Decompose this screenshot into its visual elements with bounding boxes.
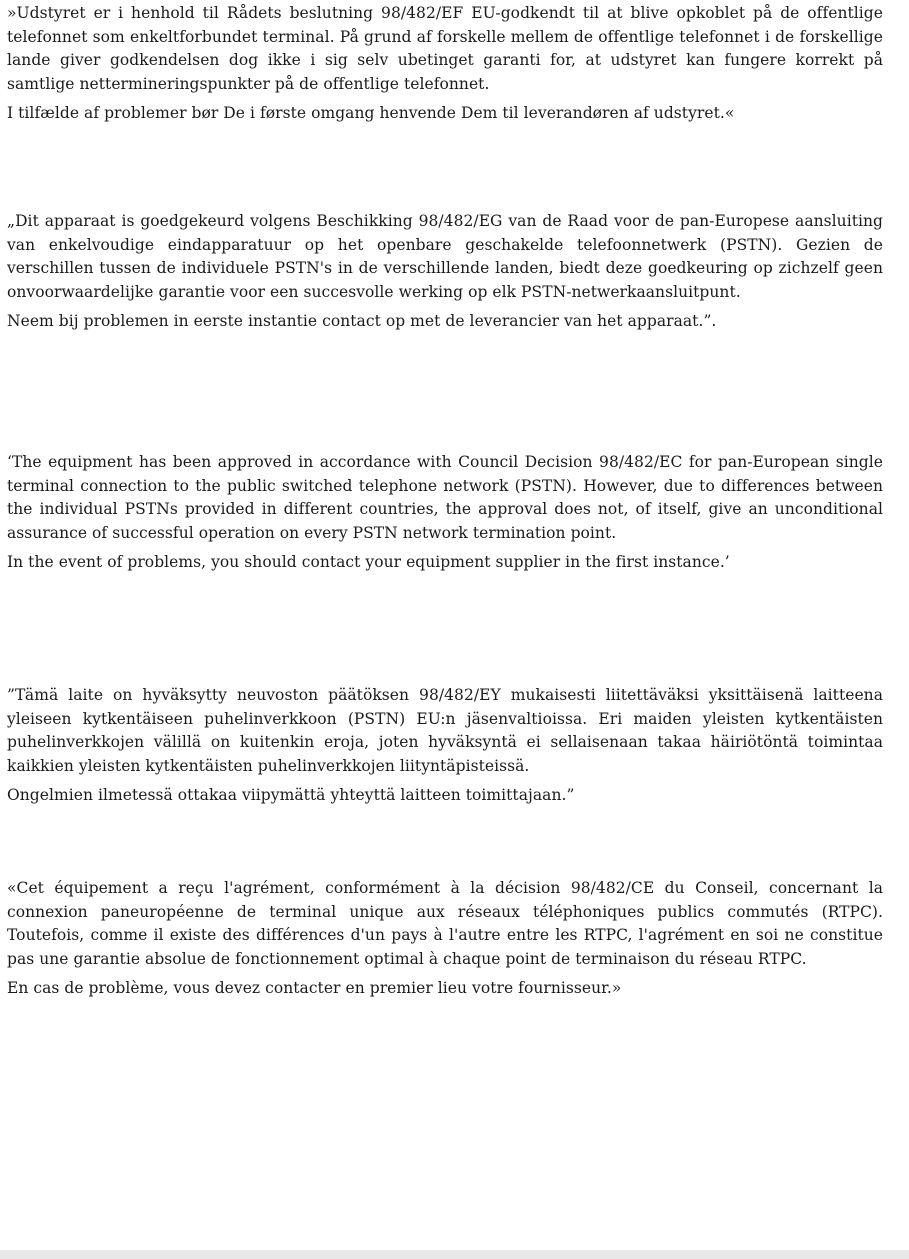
notice-french-paragraph-1: «Cet équipement a reçu l'agrément, conformément à la décision 98/482/CE du Conseil, concernant la connexion paneuropéenne de terminal unique aux réseaux téléphoniques publics commutés (RTPC). Toutefois, comme il existe des différences d'un pays à l'autre entre les RTPC, l'agrément en soi ne constitue pas une garantie absolue de fonctionnement optimal à chaque point de terminaison du réseau RTPC. [7,879,883,968]
notice-dutch-paragraph-1: „Dit apparaat is goedgekeurd volgens Beschikking 98/482/EG van de Raad voor de pan-Europese aansluiting van enkelvoudige eindapparatuur op het openbare geschakelde telefoonnetwerk (PSTN). Gezien de verschillen tussen de individuele PSTN's in de verschillende landen, biedt deze goedkeuring op zichzelf geen onvoorwaardelijke garantie voor een succesvolle werking op elk PSTN-netwerkaansluitpunt. [7,212,883,301]
notice-english-paragraph-2: In the event of problems, you should contact your equipment supplier in the first instance.’ [7,553,730,572]
notice-danish [7,2,883,126]
notice-french-paragraph-2: En cas de problème, vous devez contacter en premier lieu votre fournisseur.» [7,979,622,998]
notice-finnish-paragraph-2: Ongelmien ilmetessä ottakaa viipymättä yhteyttä laitteen toimittajaan.” [7,786,575,805]
notice-finnish-paragraph-1: ”Tämä laite on hyväksytty neuvoston päätöksen 98/482/EY mukaisesti liitettäväksi yksittäisenä laitteena yleiseen kytkentäiseen puhelinverkkoon (PSTN) EU:n jäsenvaltioissa. Eri maiden yleisten kytkentäisten puhelinverkkojen välillä on kuitenkin eroja, joten hyväksyntä ei sellaisenaan takaa häiriötöntä toimintaa kaikkien yleisten kytkentäisten puhelinverkkojen liityntäpisteissä. [7,686,883,775]
notice-danish-paragraph-2: I tilfælde af problemer bør De i første omgang henvende Dem til leverandøren af udstyret.« [7,104,735,123]
notice-french [7,877,883,1001]
notice-danish-paragraph-1: »Udstyret er i henhold til Rådets beslutning 98/482/EF EU-godkendt til at blive opkoblet på de offentlige telefonnet som enkeltforbundet terminal. På grund af forskelle mellem de offentlige telefonnet i de forskellige lande giver godkendelsen dog ikke i sig selv ubetinget garanti for, at udstyret kan fungere korrekt på samtlige nettermineringspunkter på de offentlige telefonnet. [7,4,883,93]
notice-dutch [7,210,883,334]
notice-english [7,451,883,575]
notice-english-paragraph-1: ‘The equipment has been approved in accordance with Council Decision 98/482/EC for pan-European single terminal connection to the public switched telephone network (PSTN). However, due to differences between the individual PSTNs provided in different countries, the approval does not, of itself, give an unconditional assurance of successful operation on every PSTN network termination point. [7,453,883,542]
notice-dutch-paragraph-2: Neem bij problemen in eerste instantie contact op met de leverancier van het apparaat.”. [7,312,717,331]
page-footer-bar [0,1250,909,1259]
notice-finnish [7,684,883,808]
